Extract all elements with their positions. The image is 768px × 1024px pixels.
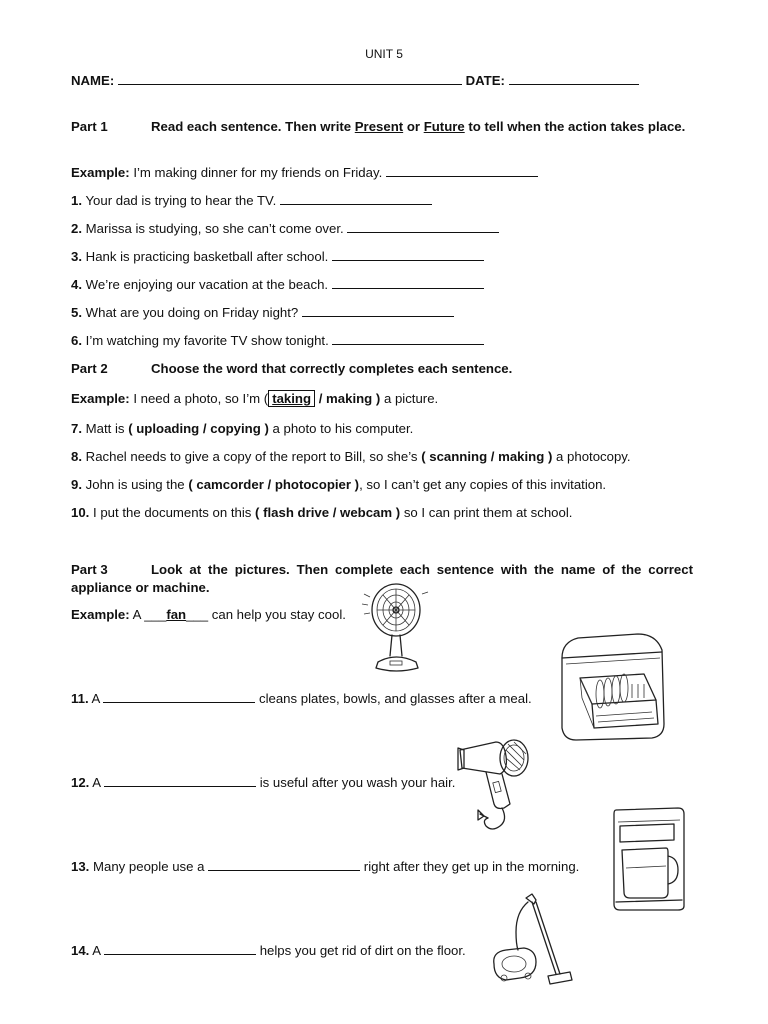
date-label: DATE: [465, 73, 505, 88]
part3-example: Example: A ___fan___ can help you stay cool. [71, 607, 346, 622]
name-field[interactable] [118, 73, 462, 85]
part2-example: Example: I need a photo, so I’m ( taking / making ) a picture. [71, 391, 439, 406]
part3-item: 13. Many people use a right after they get up in the morning. [71, 859, 580, 874]
word-present: Present [354, 119, 404, 134]
part3-item: 12. A is useful after you wash your hair. [71, 775, 456, 790]
part1-item: 2. Marissa is studying, so she can’t come over. [71, 221, 499, 236]
part3-item: 11. A cleans plates, bowls, and glasses after a meal. [71, 691, 532, 706]
part2-item: 10. I put the documents on this ( flash drive / webcam ) so I can print them at school. [71, 505, 573, 520]
page-title: UNIT 5 [365, 47, 403, 61]
part3-item: 14. A helps you get rid of dirt on the floor. [71, 943, 466, 958]
answer-blank[interactable] [280, 193, 432, 205]
hair-dryer-icon [452, 738, 532, 836]
part3-instructions: Part 3 Look at the pictures. Then complete each sentence with the name of the correct appliance or machine. [71, 562, 693, 595]
dishwasher-icon [552, 628, 672, 744]
part1-label: Part 1 [71, 119, 108, 134]
example-selected-choice: taking [268, 390, 315, 407]
choice-options[interactable]: ( uploading / copying ) [128, 421, 269, 436]
part1-item: 5. What are you doing on Friday night? [71, 305, 454, 320]
answer-blank[interactable] [332, 277, 484, 289]
answer-blank[interactable] [386, 165, 538, 177]
answer-blank[interactable] [347, 221, 499, 233]
part2-item: 8. Rachel needs to give a copy of the report to Bill, so she’s ( scanning / making ) a photocopy. [71, 449, 631, 464]
part1-example: Example: I’m making dinner for my friends on Friday. [71, 165, 538, 180]
part2-label: Part 2 [71, 361, 108, 376]
choice-options[interactable]: ( scanning / making ) [421, 449, 553, 464]
name-date-line [71, 73, 639, 88]
coffee-maker-icon [608, 806, 688, 914]
example-answer: fan [166, 607, 187, 622]
answer-blank[interactable] [332, 333, 484, 345]
vacuum-cleaner-icon [486, 892, 578, 992]
part1-item: 3. Hank is practicing basketball after school. [71, 249, 484, 264]
answer-blank[interactable] [208, 859, 360, 871]
date-field[interactable] [509, 73, 639, 85]
part1-item: 1. Your dad is trying to hear the TV. [71, 193, 432, 208]
answer-blank[interactable] [104, 943, 256, 955]
choice-options[interactable]: ( camcorder / photocopier ) [188, 477, 360, 492]
answer-blank[interactable] [103, 691, 255, 703]
answer-blank[interactable] [332, 249, 484, 261]
part1-item: 6. I’m watching my favorite TV show tonight. [71, 333, 484, 348]
part2-item: 7. Matt is ( uploading / copying ) a photo to his computer. [71, 421, 414, 436]
name-label: NAME: [71, 73, 115, 88]
word-future: Future [423, 119, 465, 134]
answer-blank[interactable] [104, 775, 256, 787]
part1-instructions: Part 1 Read each sentence. Then write Present or Future to tell when the action takes place. [71, 119, 686, 134]
part1-item: 4. We’re enjoying our vacation at the beach. [71, 277, 484, 292]
fan-icon [356, 580, 432, 676]
part2-item: 9. John is using the ( camcorder / photocopier ), so I can’t get any copies of this invitation. [71, 477, 607, 492]
answer-blank[interactable] [302, 305, 454, 317]
part2-instructions: Part 2 Choose the word that correctly completes each sentence. [71, 361, 513, 376]
part3-label: Part 3 [71, 562, 108, 577]
choice-options[interactable]: ( flash drive / webcam ) [255, 505, 401, 520]
